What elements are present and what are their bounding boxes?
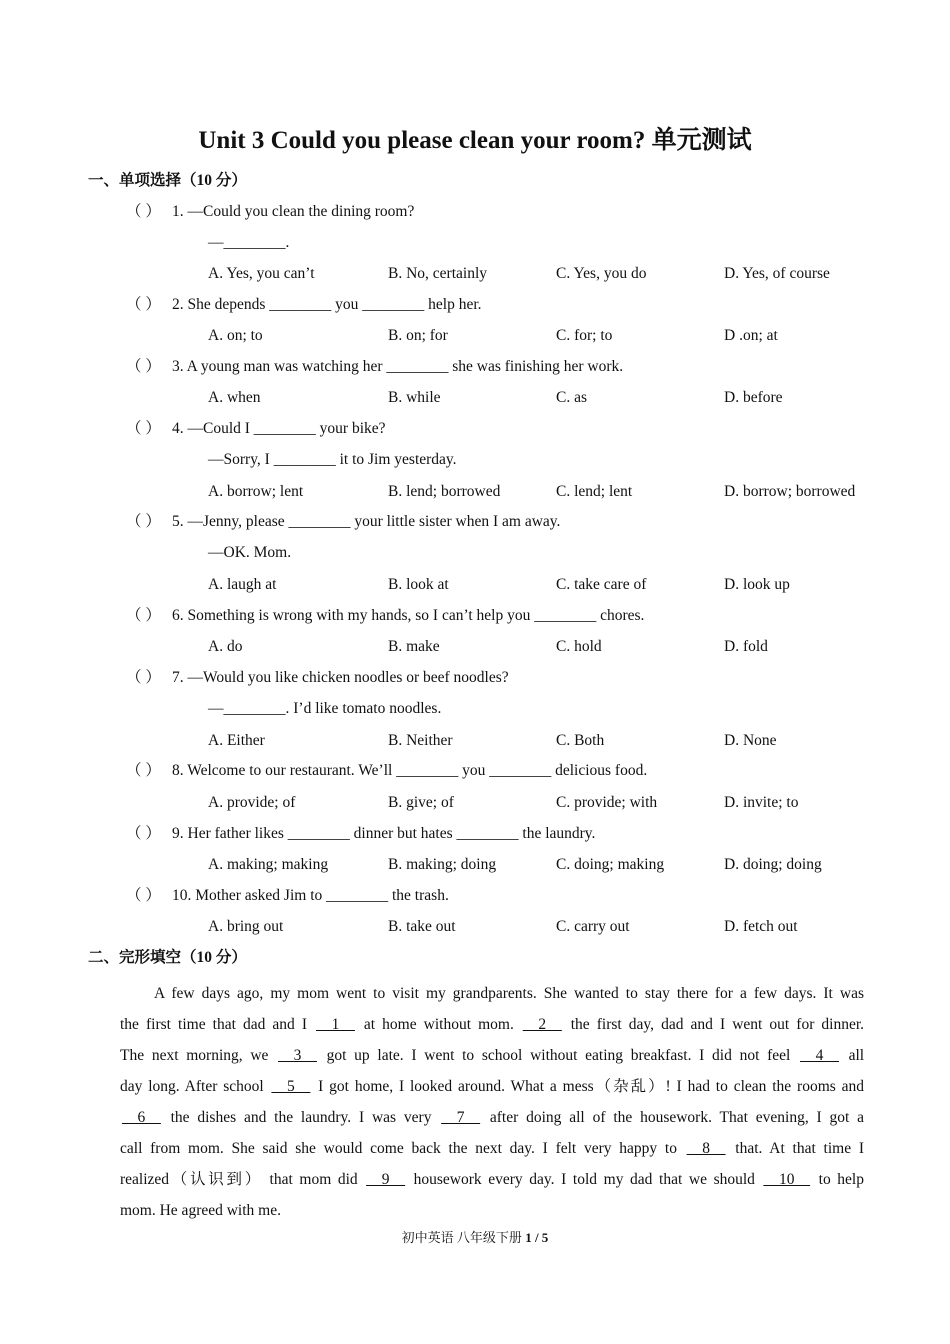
question-text: 1. —Could you clean the dining room? bbox=[172, 203, 415, 220]
passage-text: the first day, dad and I went out for dinner. bbox=[570, 1016, 865, 1033]
option-a: A. do bbox=[208, 638, 243, 655]
answer-paren: （ ） bbox=[126, 420, 161, 437]
page-number: 1 / 5 bbox=[525, 1230, 549, 1245]
option-c: C. take care of bbox=[556, 576, 647, 593]
footer-text: 初中英语 八年级下册 bbox=[401, 1230, 526, 1245]
cloze-passage bbox=[120, 978, 864, 1226]
passage-line-3 bbox=[120, 1040, 864, 1071]
option-d: D. Yes, of course bbox=[724, 265, 830, 282]
question-text: 6. Something is wrong with my hands, so I can’t help you ________ chores. bbox=[172, 607, 645, 624]
option-c: C. for; to bbox=[556, 327, 613, 344]
option-c: C. Yes, you do bbox=[556, 265, 647, 282]
page-title: Unit 3 Could you please clean your room? 单元测试 bbox=[198, 127, 752, 154]
passage-text: the dishes and the laundry. I was very bbox=[170, 1109, 432, 1126]
question-text: 3. A young man was watching her ________ she was finishing her work. bbox=[172, 358, 624, 375]
reply-text: —________. bbox=[208, 234, 290, 251]
option-b: B. take out bbox=[388, 918, 456, 935]
option-a: A. laugh at bbox=[208, 576, 277, 593]
passage-text: A few days ago, my mom went to visit my grandparents. She wanted to stay there for a few days. It was bbox=[154, 985, 864, 1002]
option-a: A. on; to bbox=[208, 327, 263, 344]
passage-line-2 bbox=[120, 1009, 864, 1040]
passage-line-1 bbox=[120, 978, 864, 1009]
page-footer bbox=[0, 1229, 950, 1247]
question-text: 10. Mother asked Jim to ________ the trash. bbox=[172, 887, 449, 904]
passage-text: to help bbox=[818, 1171, 864, 1188]
cloze-blank-3: __3__ bbox=[278, 1047, 317, 1064]
cloze-blank-6: __6__ bbox=[122, 1109, 161, 1126]
passage-text: mom. He agreed with me. bbox=[120, 1202, 281, 1219]
option-d: D .on; at bbox=[724, 327, 778, 344]
cloze-blank-1: __1__ bbox=[316, 1016, 355, 1033]
option-a: A. provide; of bbox=[208, 794, 296, 811]
section-heading-single-choice: 一、单项选择（10 分） bbox=[88, 172, 247, 189]
passage-text: I got home, I looked around. What a mess（杂乱）! I had to clean the rooms and bbox=[318, 1078, 865, 1095]
answer-paren: （ ） bbox=[126, 296, 161, 313]
option-b: B. No, certainly bbox=[388, 265, 488, 282]
passage-line-6 bbox=[120, 1133, 864, 1164]
passage-text: day long. After school bbox=[120, 1078, 264, 1095]
option-b: B. Neither bbox=[388, 732, 453, 749]
option-c: C. lend; lent bbox=[556, 483, 633, 500]
passage-line-8 bbox=[120, 1195, 864, 1226]
passage-line-5 bbox=[120, 1102, 864, 1133]
option-c: C. as bbox=[556, 389, 587, 406]
answer-paren: （ ） bbox=[126, 825, 161, 842]
option-b: B. look at bbox=[388, 576, 449, 593]
option-a: A. making; making bbox=[208, 856, 329, 873]
question-text: 8. Welcome to our restaurant. We’ll ________ you ________ delicious food. bbox=[172, 762, 648, 779]
option-d: D. before bbox=[724, 389, 783, 406]
reply-text: —________. I’d like tomato noodles. bbox=[208, 700, 442, 717]
option-d: D. borrow; borrowed bbox=[724, 483, 856, 500]
option-d: D. fetch out bbox=[724, 918, 798, 935]
answer-paren: （ ） bbox=[126, 669, 161, 686]
passage-line-4 bbox=[120, 1071, 864, 1102]
passage-text: that. At that time I bbox=[735, 1140, 865, 1157]
question-text: 9. Her father likes ________ dinner but hates ________ the laundry. bbox=[172, 825, 596, 842]
passage-line-7 bbox=[120, 1164, 864, 1195]
option-b: B. making; doing bbox=[388, 856, 497, 873]
option-c: C. provide; with bbox=[556, 794, 658, 811]
passage-text: at home without mom. bbox=[363, 1016, 514, 1033]
section-heading-cloze: 二、完形填空（10 分） bbox=[88, 949, 247, 966]
answer-paren: （ ） bbox=[126, 513, 161, 530]
option-d: D. invite; to bbox=[724, 794, 799, 811]
option-b: B. make bbox=[388, 638, 440, 655]
passage-text: the first time that dad and I bbox=[120, 1016, 308, 1033]
option-b: B. while bbox=[388, 389, 441, 406]
question-text: 5. —Jenny, please ________ your little sister when I am away. bbox=[172, 513, 561, 530]
option-a: A. Yes, you can’t bbox=[208, 265, 315, 282]
option-a: A. bring out bbox=[208, 918, 284, 935]
option-d: D. doing; doing bbox=[724, 856, 822, 873]
question-text: 4. —Could I ________ your bike? bbox=[172, 420, 386, 437]
passage-text: housework every day. I told my dad that we should bbox=[413, 1171, 755, 1188]
option-c: C. hold bbox=[556, 638, 602, 655]
reply-text: —OK. Mom. bbox=[208, 544, 292, 561]
option-b: B. on; for bbox=[388, 327, 448, 344]
cloze-blank-10: __10__ bbox=[763, 1171, 811, 1188]
option-b: B. give; of bbox=[388, 794, 454, 811]
cloze-blank-7: __7__ bbox=[441, 1109, 481, 1126]
passage-text: realized（认识到） that mom did bbox=[120, 1171, 358, 1188]
passage-text: got up late. I went to school without eating breakfast. I did not feel bbox=[326, 1047, 791, 1064]
option-b: B. lend; borrowed bbox=[388, 483, 501, 500]
option-d: D. fold bbox=[724, 638, 768, 655]
cloze-blank-2: __2__ bbox=[522, 1016, 562, 1033]
answer-paren: （ ） bbox=[126, 358, 161, 375]
option-c: C. doing; making bbox=[556, 856, 665, 873]
cloze-blank-8: __8__ bbox=[686, 1140, 726, 1157]
passage-text: The next morning, we bbox=[120, 1047, 269, 1064]
option-a: A. borrow; lent bbox=[208, 483, 304, 500]
answer-paren: （ ） bbox=[126, 762, 161, 779]
passage-text: all bbox=[848, 1047, 865, 1064]
option-d: D. None bbox=[724, 732, 777, 749]
reply-text: —Sorry, I ________ it to Jim yesterday. bbox=[208, 451, 457, 468]
answer-paren: （ ） bbox=[126, 203, 161, 220]
option-c: C. carry out bbox=[556, 918, 630, 935]
option-a: A. when bbox=[208, 389, 261, 406]
question-text: 2. She depends ________ you ________ help her. bbox=[172, 296, 482, 313]
answer-paren: （ ） bbox=[126, 607, 161, 624]
question-text: 7. —Would you like chicken noodles or beef noodles? bbox=[172, 669, 509, 686]
option-c: C. Both bbox=[556, 732, 605, 749]
passage-text: after doing all of the housework. That evening, I got a bbox=[489, 1109, 865, 1126]
cloze-blank-9: __9__ bbox=[366, 1171, 406, 1188]
cloze-blank-4: __4__ bbox=[800, 1047, 839, 1064]
option-d: D. look up bbox=[724, 576, 790, 593]
passage-text: call from mom. She said she would come back the next day. I felt very happy to bbox=[120, 1140, 677, 1157]
cloze-blank-5: __5__ bbox=[271, 1078, 311, 1095]
answer-paren: （ ） bbox=[126, 887, 161, 904]
option-a: A. Either bbox=[208, 732, 265, 749]
